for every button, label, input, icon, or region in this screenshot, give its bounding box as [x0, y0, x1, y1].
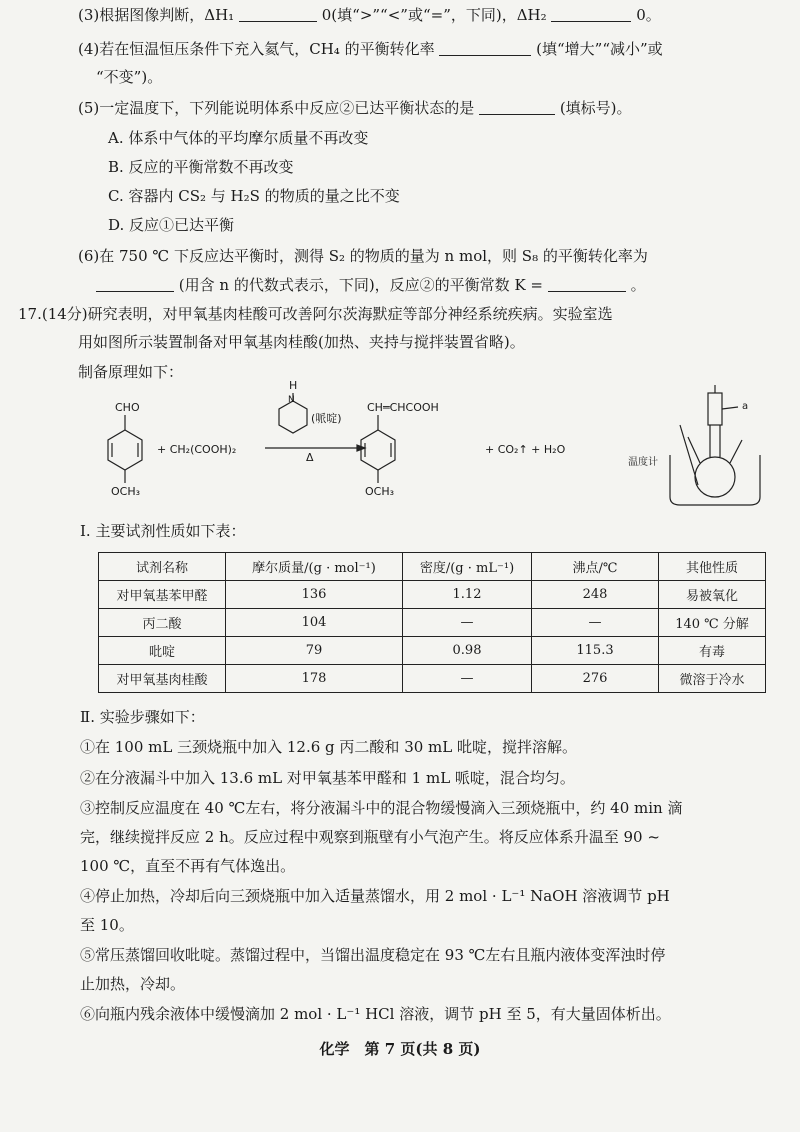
q16-part6: (6)在 750 ℃ 下反应达平衡时，测得 S₂ 的物质的量为 n mol，则 S₈ 的平衡转化率为 — [78, 247, 648, 265]
flask-body — [695, 457, 735, 497]
option-d: D. 反应①已达平衡 — [108, 216, 235, 234]
table-cell: — — [532, 609, 659, 637]
step-4: ④停止加热，冷却后向三颈烧瓶中加入适量蒸馏水，用 2 mol · L⁻¹ NaOH 溶液调节 pH — [80, 887, 670, 905]
table-header: 试剂名称 — [99, 553, 226, 581]
reaction-scheme — [95, 379, 615, 510]
thermometer — [680, 425, 698, 485]
answer-blank[interactable] — [548, 275, 626, 292]
table-cell: 136 — [226, 581, 403, 609]
table-cell: 易被氧化 — [659, 581, 766, 609]
table-cell: 吡啶 — [99, 637, 226, 665]
reactant-cho: CHO — [115, 401, 140, 414]
table-header: 密度/(g · mL⁻¹) — [403, 553, 532, 581]
section-1-title: Ⅰ. 主要试剂性质如下表： — [80, 522, 246, 540]
step-6: ⑥向瓶内残余液体中缓慢滴加 2 mol · L⁻¹ HCl 溶液，调节 pH 至 5，有大量固体析出。 — [80, 1005, 671, 1023]
section-2-title: Ⅱ. 实验步骤如下： — [80, 708, 205, 726]
table-row — [99, 665, 766, 693]
step-5-cont: 止加热，冷却。 — [80, 975, 186, 993]
step-2: ②在分液漏斗中加入 13.6 mL 对甲氧基苯甲醛和 1 mL 哌啶，混合均匀。 — [80, 769, 575, 787]
q16-part6-cont: (用含 n 的代数式表示，下同)，反应②的平衡常数 K = 。 — [96, 274, 646, 296]
table-header: 沸点/℃ — [532, 553, 659, 581]
table-cell: 248 — [532, 581, 659, 609]
answer-blank[interactable] — [96, 275, 174, 292]
catalyst-n: N — [288, 395, 295, 405]
table-header: 摩尔质量/(g · mol⁻¹) — [226, 553, 403, 581]
reaction-arrow — [265, 445, 365, 451]
step-5: ⑤常压蒸馏回收吡啶。蒸馏过程中，当馏出温度稳定在 93 ℃左右且瓶内液体变浑浊时停 — [80, 946, 666, 964]
table-cell: 对甲氧基苯甲醛 — [99, 581, 226, 609]
catalyst-h: H — [289, 379, 298, 392]
option-a: A. 体系中气体的平均摩尔质量不再改变 — [108, 129, 369, 147]
table-row — [99, 609, 766, 637]
table-row — [99, 581, 766, 609]
table-cell: 有毒 — [659, 637, 766, 665]
answer-blank[interactable] — [551, 5, 631, 22]
reactant-och3: OCH₃ — [111, 485, 141, 498]
answer-blank[interactable] — [439, 39, 531, 56]
table-cell: 79 — [226, 637, 403, 665]
table-header-row — [99, 553, 766, 581]
q17-intro-line1: 17.(14分)研究表明，对甲氧基肉桂酸可改善阿尔茨海默症等部分神经系统疾病。实验室选 — [18, 305, 613, 323]
step-4-cont: 至 10。 — [80, 916, 134, 934]
table-cell: 0.98 — [403, 637, 532, 665]
product-side-chain: CH═CHCOOH — [367, 401, 439, 414]
table-cell: 微溶于冷水 — [659, 665, 766, 693]
table-cell: 178 — [226, 665, 403, 693]
table-cell: 276 — [532, 665, 659, 693]
product-och3: OCH₃ — [365, 485, 395, 498]
answer-blank[interactable] — [239, 5, 317, 22]
q17-intro-line2: 用如图所示装置制备对甲氧基肉桂酸(加热、夹持与搅拌装置省略)。 — [78, 333, 525, 351]
table-cell: 丙二酸 — [99, 609, 226, 637]
page-footer: 化学 第 7 页(共 8 页) — [319, 1040, 481, 1058]
label-thermometer: 温度计 — [628, 457, 658, 468]
step-3-cont: 完，继续搅拌反应 2 h。反应过程中观察到瓶壁有小气泡产生。将反应体系升温至 90 ~ — [80, 828, 660, 846]
heat-symbol: Δ — [306, 451, 314, 464]
q16-part4-cont: “不变”)。 — [96, 68, 163, 86]
benzene-ring-reactant — [108, 415, 142, 483]
table-row — [99, 637, 766, 665]
benzene-ring-product — [361, 415, 395, 483]
q16-part4: (4)若在恒温恒压条件下充入氦气，CH₄ 的平衡转化率 (填“增大”“减小”或 — [78, 40, 663, 58]
table-cell: 1.12 — [403, 581, 532, 609]
step-3: ③控制反应温度在 40 ℃左右，将分液漏斗中的混合物缓慢滴入三颈烧瓶中，约 40 min 滴 — [80, 799, 683, 817]
step-3-cont2: 100 ℃，直至不再有气体逸出。 — [80, 857, 296, 875]
q16-part3: (3)根据图像判断，ΔH₁ 0(填“>”“<”或“=”，下同)，ΔH₂ 0。 — [78, 6, 661, 24]
reagent-malonic-acid: + CH₂(COOH)₂ — [157, 443, 237, 456]
table-cell: 对甲氧基肉桂酸 — [99, 665, 226, 693]
table-cell: — — [403, 665, 532, 693]
dropping-funnel — [708, 393, 722, 425]
apparatus-diagram — [620, 385, 770, 510]
catalyst-label: (哌啶) — [311, 412, 342, 425]
q17-principle: 制备原理如下： — [78, 363, 184, 381]
step-1: ①在 100 mL 三颈烧瓶中加入 12.6 g 丙二酸和 30 mL 吡啶，搅拌溶解。 — [80, 738, 578, 756]
reagent-properties-table — [98, 552, 766, 693]
option-b: B. 反应的平衡常数不再改变 — [108, 158, 294, 176]
q16-part5: (5)一定温度下，下列能说明体系中反应②已达平衡状态的是 (填标号)。 — [78, 99, 632, 117]
table-cell: 104 — [226, 609, 403, 637]
table-cell: 140 ℃ 分解 — [659, 609, 766, 637]
label-a: a — [742, 401, 749, 412]
option-c: C. 容器内 CS₂ 与 H₂S 的物质的量之比不变 — [108, 187, 400, 205]
table-cell: — — [403, 609, 532, 637]
answer-blank[interactable] — [479, 98, 555, 115]
table-cell: 115.3 — [532, 637, 659, 665]
byproducts: + CO₂↑ + H₂O — [485, 443, 566, 456]
table-header: 其他性质 — [659, 553, 766, 581]
